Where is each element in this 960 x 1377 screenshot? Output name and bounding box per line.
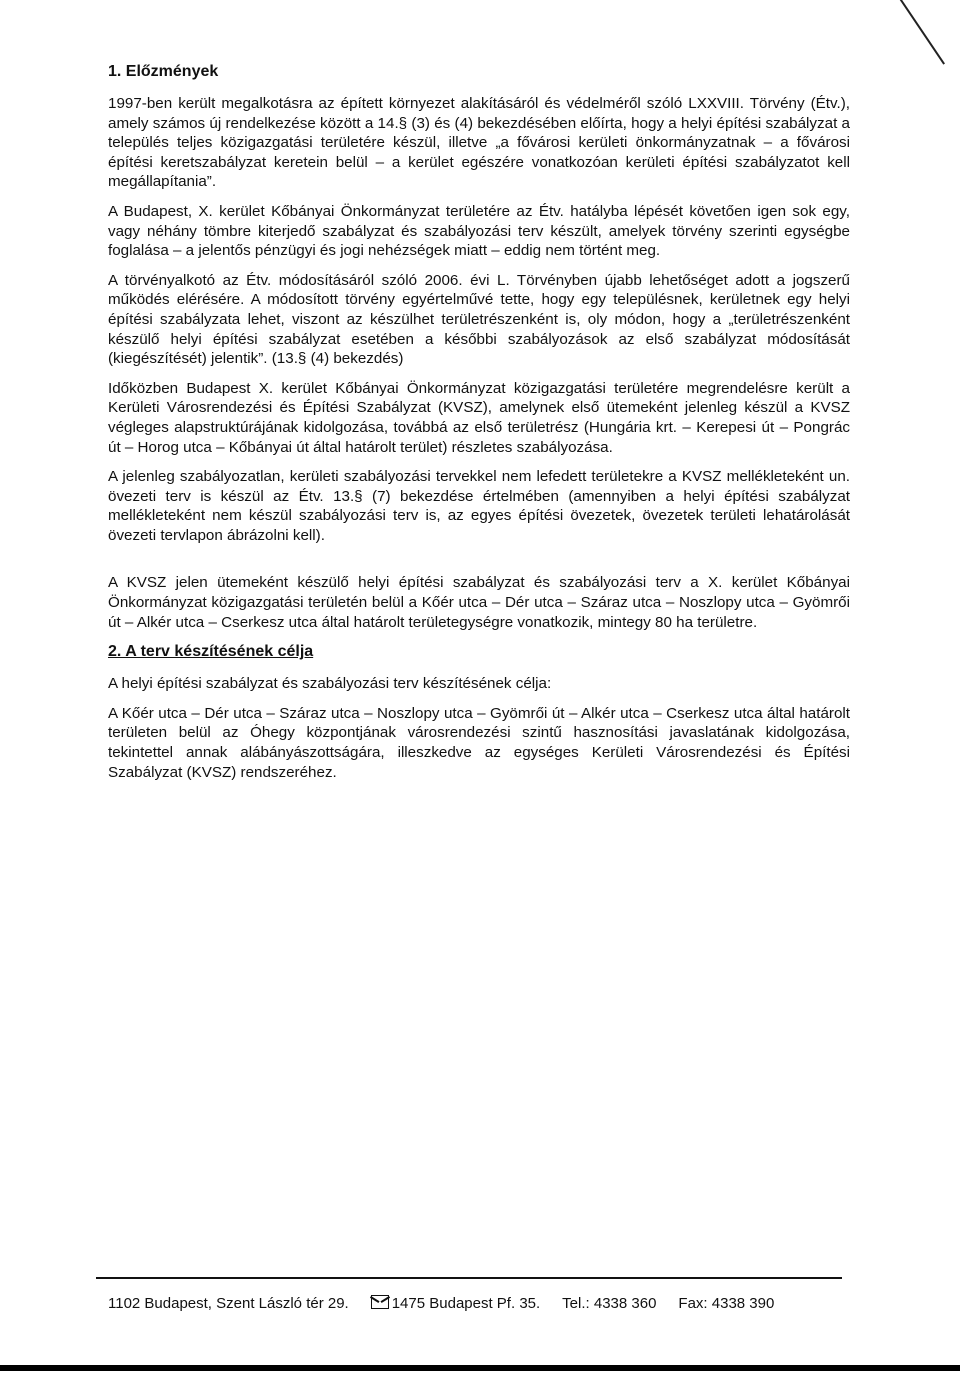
- footer-fax: Fax: 4338 390: [678, 1295, 775, 1312]
- corner-mark: [893, 0, 945, 65]
- paragraph-8: A Kőér utca – Dér utca – Száraz utca – Noszlopy utca – Gyömrői út – Alkér utca – Cserkesz utca által határolt területen belül az Óhegy központjának városrendezési szintű hasznosítási javaslatának kidolgozása, tekintettel annak alábányászottságára, illeszkedve az egységes Kerületi Városrendezési és Építési Szabályzat (KVSZ) rendszeréhez.: [108, 704, 850, 781]
- footer-postbox-text: 1475 Budapest Pf. 35.: [391, 1295, 541, 1312]
- paragraph-1: 1997-ben került megalkotásra az épített környezet alakításáról és védelméről szóló LXXVIII. Törvény (Étv.), amely számos új rendelkezése között a 14.§ (3) és (4) bekezdésében előírta, hogy a helyi építési szabályzat a település teljes közigazgatási területére készül, illetve „a fővárosi kerületi önkormányzatnak – a fővárosi építési keretszabályzat keretein belül – a kerület egészére vonatkozóan kerületi építési szabályzatot kell megállapítania”.: [108, 95, 850, 191]
- section-1-heading: 1. Előzmények: [108, 63, 219, 80]
- paragraph-2: A Budapest, X. kerület Kőbányai Önkormányzat területére az Étv. hatályba lépését követően igen sok egy, vagy néhány tömbre kiterjedő szabályzat és szabályozási terv készült, amelyek törvény szerinti egységbe foglalása – a jelentős pénzügyi és jogi nehézségek miatt – eddig nem történt meg.: [108, 202, 850, 260]
- paragraph-3: A törvényalkotó az Étv. módosításáról szóló 2006. évi L. Törvényben újabb lehetőséget adott a jogszerű működés elérésére. A módosított törvény egyértelművé tette, hogy egy településnek, kerületnek egy helyi építési szabályzata lehet, viszont az készülhet területrészenként is, oly módon, hogy a „területrészenként készülő helyi építési szabályzat esetében a későbbi szabályozások az első szabályzat módosítását (kiegészítését) jelentik”. (13.§ (4) bekezdés): [108, 271, 850, 368]
- footer: [108, 1295, 848, 1312]
- section-2-heading: 2. A terv készítésének célja: [108, 643, 314, 661]
- paragraph-6: A KVSZ jelen ütemeként készülő helyi építési szabályzat és szabályozási terv a X. kerület Kőbányai Önkormányzat közigazgatási területén belül a Kőér utca – Dér utca – Száraz utca – Noszlopy utca – Gyömrői út – Alkér utca – Cserkesz utca által határolt területegységre vonatkozik, mintegy 80 ha területre.: [108, 574, 850, 631]
- bottom-scan-bar: [0, 1365, 960, 1371]
- footer-phone: Tel.: 4338 360: [562, 1295, 657, 1312]
- footer-address: 1102 Budapest, Szent László tér 29.: [108, 1295, 349, 1312]
- paragraph-5: A jelenleg szabályozatlan, kerületi szabályozási tervekkel nem lefedett területekre a KVSZ mellékleteként un. övezeti terv is készül az Étv. 13.§ (7) bekezdése értelmében (amennyiben a helyi építési szabályzat mellékleteként nem készül szabályozási terv is, az egyes építési övezetek, övezetek területi lehatárolását övezeti tervlapon ábrázolni kell).: [108, 468, 850, 544]
- footer-divider: [96, 1277, 842, 1279]
- footer-postbox: [371, 1295, 540, 1312]
- envelope-icon: [371, 1295, 389, 1309]
- paragraph-7: A helyi építési szabályzat és szabályozási terv készítésének célja:: [108, 675, 552, 693]
- paragraph-4: Időközben Budapest X. kerület Kőbányai Önkormányzat közigazgatási területére megrendelésre került a Kerületi Városrendezési és Építési Szabályzat (KVSZ), amelynek első ütemeként jelenleg készül a KVSZ végleges alapstruktúrájának kidolgozása, továbbá az első területrész (Hungária krt. – Kerepesi út – Pongrác út – Horog utca – Kőbányai út által határolt terület) részletes szabályozása.: [108, 379, 850, 456]
- document-body: [108, 62, 850, 792]
